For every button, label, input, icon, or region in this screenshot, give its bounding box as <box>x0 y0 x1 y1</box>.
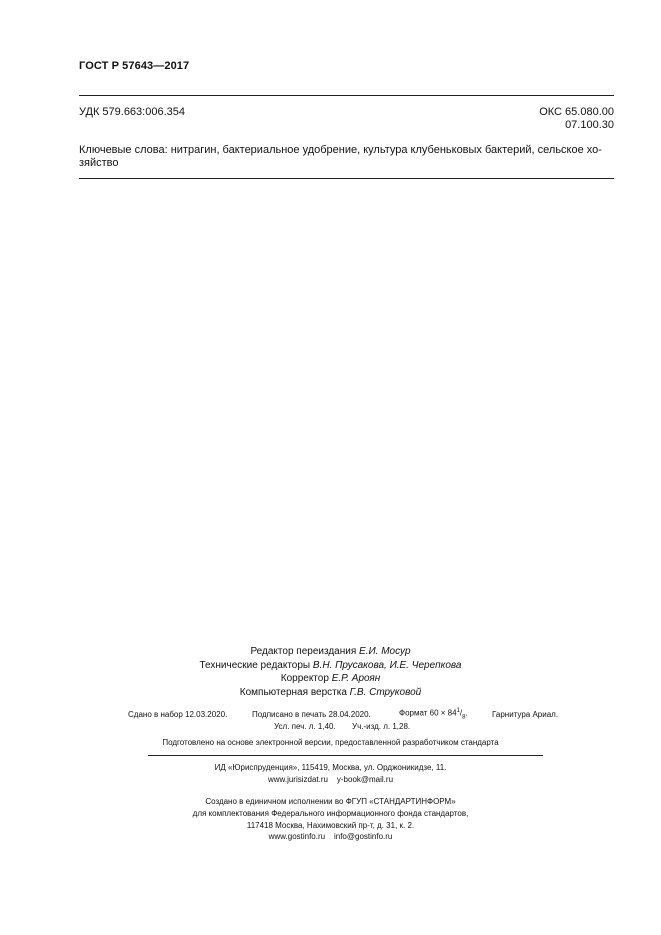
credit-editor <box>0 645 661 659</box>
prepared-note: Подготовлено на основе электронной версии, предоставленной разработчиком стандарта <box>162 738 499 747</box>
credit-layout-name: Г.В. Струковой <box>349 686 422 698</box>
credit-corrector-label: Корректор <box>280 673 329 684</box>
publisher-sheets: Уч.-изд. л. 1,28. <box>352 722 411 731</box>
keywords-line-2: зяйство <box>79 157 119 169</box>
format-slash: / <box>459 708 463 718</box>
keywords-divider <box>79 178 614 179</box>
standard-id: ГОСТ Р 57643—2017 <box>79 60 190 72</box>
signed-date: Подписано в печать 28.04.2020. <box>252 710 371 719</box>
publisher-contacts <box>0 775 661 784</box>
publisher-site: www.jurisizdat.ru <box>267 775 328 784</box>
publisher-email: y-book@mail.ru <box>336 775 394 784</box>
standartinform-address: 117418 Москва, Нахимовский пр-т, д. 31, к. 2. <box>246 821 415 830</box>
created-line-1: Создано в единичном исполнении во ФГУП «СТАНДАРТИНФОРМ» <box>205 797 456 806</box>
credit-tech-names: В.Н. Прусакова, И.Е. Черепкова <box>312 659 462 671</box>
standartinform-contacts <box>0 832 661 841</box>
credit-tech-editors <box>0 659 661 673</box>
format-info <box>399 708 468 720</box>
format-sub: 8 <box>462 714 466 721</box>
oks-codes <box>539 106 614 132</box>
credit-tech-label: Технические редакторы <box>199 659 311 671</box>
gost-email: info@gostinfo.ru <box>333 832 393 841</box>
credit-layout-label: Компьютерная верстка <box>239 686 347 698</box>
gost-site: www.gostinfo.ru <box>268 832 326 841</box>
oks-code-1: ОКС 65.080.00 <box>539 106 614 118</box>
publisher-line: ИД «Юриспруденция», 115419, Москва, ул. Орджоникидзе, 11. <box>214 763 447 772</box>
format-suffix: . <box>465 708 468 718</box>
credit-corrector <box>0 672 661 686</box>
top-divider <box>79 95 614 96</box>
credit-corrector-name: Е.Р. Ароян <box>331 673 381 684</box>
typeset-date: Сдано в набор 12.03.2020. <box>128 710 228 719</box>
keywords-line-1: Ключевые слова: нитрагин, бактериальное удобрение, культура клубеньковых бактерий, сельское хо- <box>79 144 602 156</box>
oks-code-2: 07.100.30 <box>565 119 614 131</box>
credit-layout <box>0 686 661 700</box>
format-prefix: Формат 60 × 84 <box>399 708 457 718</box>
keywords <box>79 144 614 170</box>
credits-block <box>0 645 661 699</box>
format-sup: 1 <box>456 708 460 714</box>
credit-editor-label: Редактор переиздания <box>250 646 357 657</box>
typeface: Гарнитура Ариал. <box>492 710 559 719</box>
imprint-divider <box>148 755 543 756</box>
created-line-2: для комплектования Федерального информационного фонда стандартов, <box>192 809 469 818</box>
udk-code: УДК 579.663:006.354 <box>79 106 185 118</box>
credit-editor-name: Е.И. Мосур <box>359 646 411 657</box>
print-sheets: Усл. печ. л. 1,40. <box>274 722 336 731</box>
